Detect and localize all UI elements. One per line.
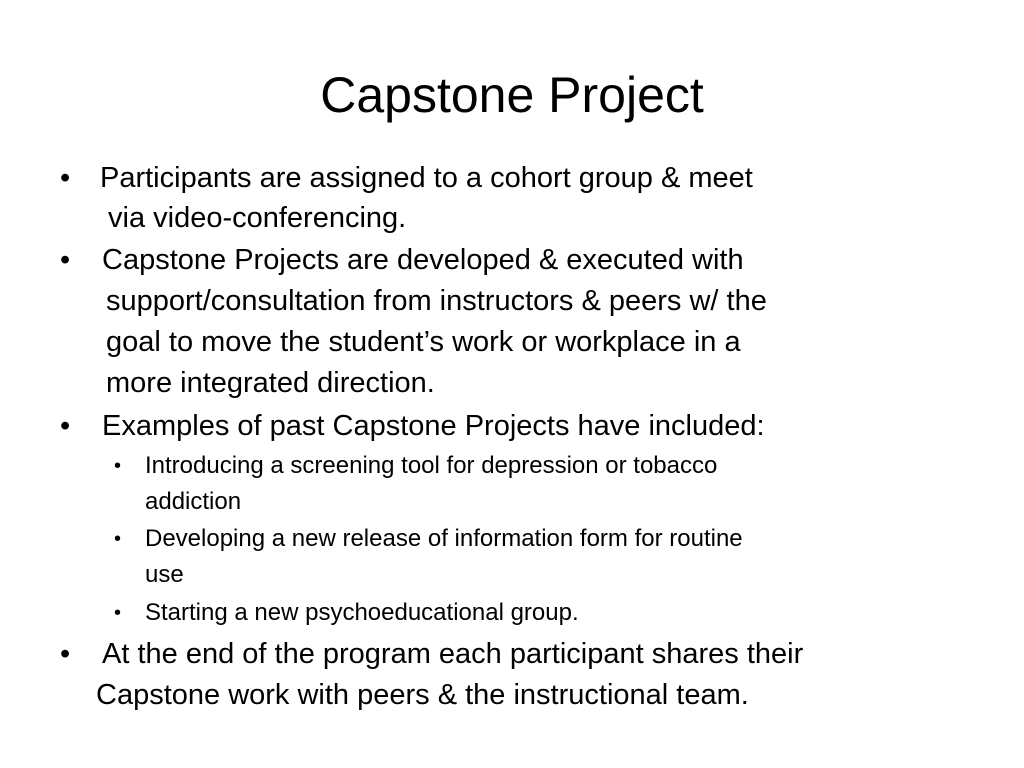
- bullet-text-line: Participants are assigned to a cohort group & meet: [100, 162, 753, 194]
- sub-bullet-item: [114, 448, 974, 520]
- bullet-text-line: At the end of the program each participant shares their: [102, 638, 804, 670]
- sub-bullet-text-line: Developing a new release of information form for routine: [145, 525, 743, 552]
- bullet-text-line: support/consultation from instructors & peers w/ the: [106, 285, 767, 317]
- bullet-icon: •: [60, 244, 71, 276]
- bullet-text-line: via video-conferencing.: [108, 202, 407, 234]
- sub-bullet-text-line: addiction: [145, 488, 242, 515]
- bullet-text-line: Examples of past Capstone Projects have included:: [102, 410, 765, 442]
- bullet-icon: •: [60, 410, 71, 442]
- bullet-item: [60, 634, 1010, 716]
- bullet-text-line: Capstone work with peers & the instructional team.: [96, 679, 749, 711]
- bullet-text-line: more integrated direction.: [106, 367, 435, 399]
- bullet-item: [60, 158, 960, 240]
- bullet-text-line: goal to move the student’s work or workplace in a: [106, 326, 741, 358]
- sub-bullet-item: [114, 521, 994, 593]
- bullet-icon: •: [114, 602, 122, 624]
- sub-bullet-item: [114, 595, 974, 631]
- bullet-icon: •: [60, 638, 71, 670]
- slide-title: Capstone Project: [320, 67, 704, 123]
- sub-bullet-text-line: Starting a new psychoeducational group.: [145, 599, 579, 626]
- sub-bullet-text-line: Introducing a screening tool for depression or tobacco: [145, 452, 718, 479]
- bullet-icon: •: [114, 528, 122, 550]
- bullet-item: [60, 406, 960, 447]
- bullet-icon: •: [60, 162, 71, 194]
- bullet-text-line: Capstone Projects are developed & executed with: [102, 244, 744, 276]
- bullet-icon: •: [114, 455, 122, 477]
- sub-bullet-text-line: use: [145, 561, 184, 588]
- bullet-item: [60, 240, 1000, 404]
